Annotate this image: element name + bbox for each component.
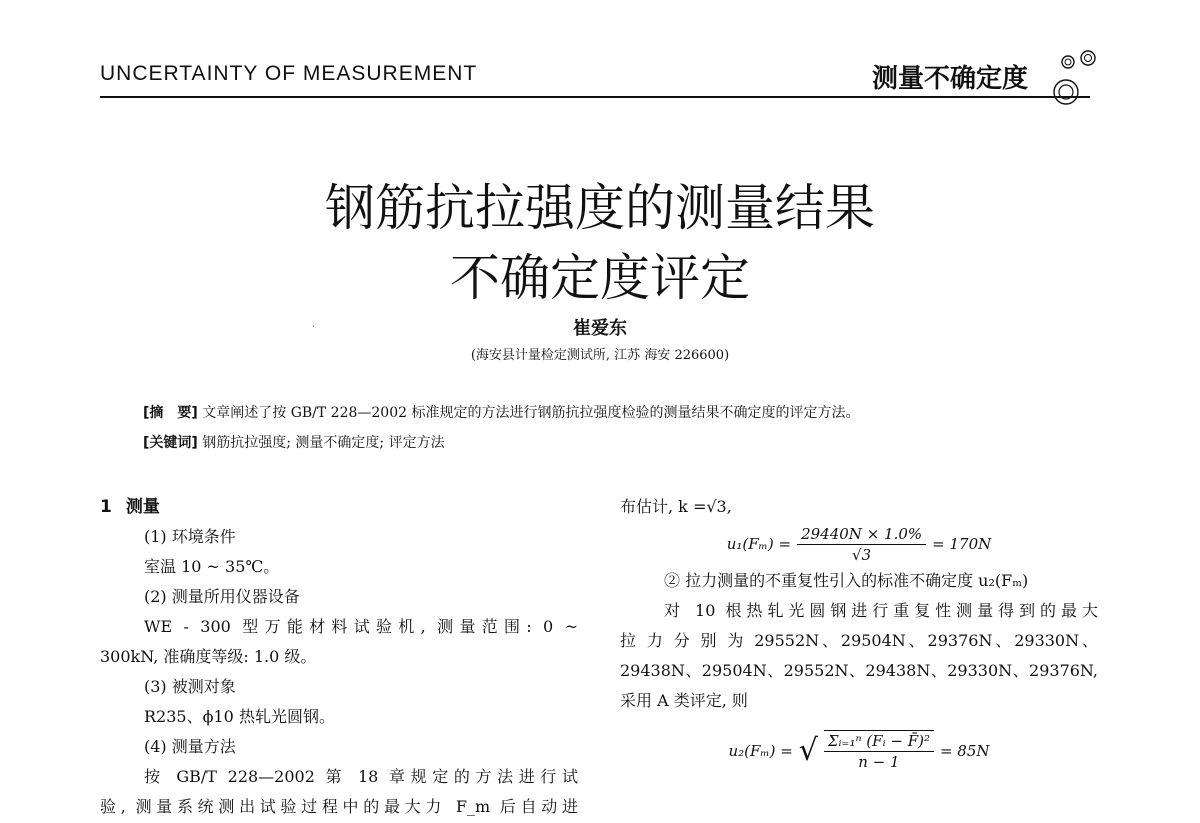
right-column [620, 492, 1098, 772]
paragraph-line: 室温 10 ~ 35℃。 [144, 557, 280, 576]
keywords [143, 432, 445, 452]
paragraph-line: 300kN, 准确度等级: 1.0 级。 [100, 647, 317, 666]
section-title: 测量 [125, 497, 160, 517]
keywords-text: 钢筋抗拉强度; 测量不确定度; 评定方法 [202, 435, 445, 451]
equation-u2 [620, 730, 1098, 772]
list-item: (2) 测量所用仪器设备 [144, 587, 300, 606]
paragraph-line: 按 GB/T 228—2002 第 18 章规定的方法进行试 [144, 767, 578, 786]
author-affiliation: (海安县计量检定测试所, 江苏 海安 226600) [470, 348, 730, 363]
sqrt-icon: √ [798, 733, 818, 768]
equation-rhs: = 170N [932, 535, 992, 553]
equation-numerator: 29440N × 1.0% [797, 524, 926, 545]
equation-numerator: Σᵢ₌₁ⁿ (Fᵢ − F̄)² [824, 731, 934, 752]
abstract-text: 文章阐述了按 GB/T 228—2002 标准规定的方法进行钢筋抗拉强度检验的测量结果不确定度的评定方法。 [202, 405, 860, 421]
abstract-label: [摘 要] [143, 405, 198, 421]
equation-denominator: n − 1 [858, 753, 900, 771]
paragraph-line: 验, 测量系统测出试验过程中的最大力 F_m 后自动进 [100, 797, 578, 816]
paragraph-line: 对 10 根热轧光圆钢进行重复性测量得到的最大 [664, 601, 1098, 620]
author-name: 崔爱东 [573, 318, 627, 339]
paragraph-line: R235、ϕ10 热轧光圆钢。 [144, 707, 335, 726]
paragraph-line: WE - 300 型万能材料试验机, 测量范围: 0 ~ [144, 617, 578, 636]
equation-lhs: u₂(Fₘ) = [728, 742, 793, 760]
paragraph-line: ② 拉力测量的不重复性引入的标准不确定度 u₂(Fₘ) [664, 571, 1029, 590]
equation-denominator: √3 [852, 545, 872, 564]
list-item: (3) 被测对象 [144, 677, 236, 696]
paragraph-line: 采用 A 类评定, 则 [620, 691, 748, 710]
left-column [100, 492, 578, 822]
equation-lhs: u₁(Fₘ) = [726, 535, 792, 553]
article-title-line1: 钢筋抗拉强度的测量结果 [325, 179, 875, 237]
section-number: 1 [100, 497, 112, 517]
equation-fraction [797, 524, 926, 565]
concentric-circles-logo [1036, 46, 1106, 116]
running-header-english: UNCERTAINTY OF MEASUREMENT [100, 62, 478, 85]
paragraph-line: 拉 力 分 别 为 29552N、29504N、29376N、29330N、 [620, 631, 1098, 650]
stray-mark: · [312, 322, 316, 333]
equation-rhs: = 85N [939, 742, 990, 760]
paragraph-line: 布估计, k =√3, [620, 497, 732, 516]
equation-fraction [824, 730, 934, 772]
list-item: (1) 环境条件 [144, 527, 236, 546]
paragraph-line: 29438N、29504N、29552N、29438N、29330N、29376N, [620, 661, 1098, 680]
abstract [143, 402, 859, 422]
running-header-chinese: 测量不确定度 [872, 64, 1029, 94]
bottom-margin: 0 ~ [0, 0, 2, 1]
list-item: (4) 测量方法 [144, 737, 236, 756]
header-rule [100, 96, 1090, 98]
article-title-line2: 不确定度评定 [450, 249, 750, 307]
section-heading [100, 492, 578, 522]
keywords-label: [关键词] [143, 435, 198, 451]
equation-u1 [620, 522, 1098, 566]
